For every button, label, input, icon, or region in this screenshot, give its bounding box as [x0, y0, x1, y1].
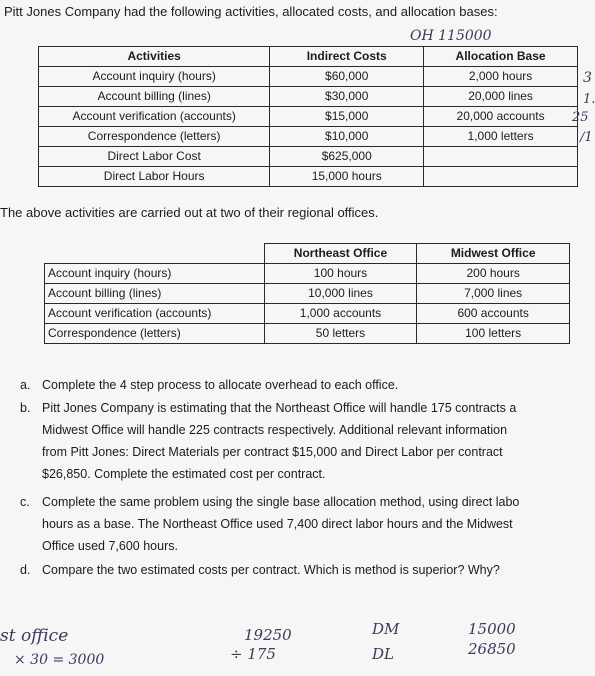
table-row	[45, 324, 570, 344]
question-line: $26,850. Complete the estimated cost per contract.	[42, 467, 326, 481]
handwritten-oh-total: OH 115000	[410, 28, 492, 44]
cell-activity: Direct Labor Hours	[39, 167, 270, 187]
cell-activity: Correspondence (letters)	[45, 324, 265, 344]
question-line: Complete the same problem using the single base allocation method, using direct labo	[42, 495, 520, 509]
cell-activity: Correspondence (letters)	[39, 127, 270, 147]
intro-text: Pitt Jones Company had the following activities, allocated costs, and allocation bases:	[4, 4, 498, 19]
table-row	[39, 87, 578, 107]
table-row	[39, 147, 578, 167]
handwritten-margin-11: /1	[580, 130, 593, 145]
cell-activity: Account inquiry (hours)	[45, 264, 265, 284]
table-row	[45, 264, 570, 284]
question-line: Compare the two estimated costs per contract. Which is method is superior? Why?	[42, 563, 500, 577]
question-line: from Pitt Jones: Direct Materials per contract $15,000 and Direct Labor per contract	[42, 445, 503, 459]
cell-cost: $10,000	[270, 127, 424, 147]
cell-base	[424, 167, 578, 187]
header-indirect-costs: Indirect Costs	[270, 47, 424, 67]
cell-activity: Account verification (accounts)	[39, 107, 270, 127]
header-blank	[45, 244, 265, 264]
handwritten-dm: DM	[372, 620, 400, 638]
handwritten-margin-3: 3	[583, 70, 592, 86]
cell-cost: 15,000 hours	[270, 167, 424, 187]
activities-table	[38, 46, 578, 187]
question-line: Office used 7,600 hours.	[42, 539, 178, 553]
handwritten-office: st office	[0, 626, 69, 646]
handwritten-div-175: ÷ 175	[230, 645, 276, 663]
cell-base: 1,000 letters	[424, 127, 578, 147]
question-label: a.	[20, 378, 31, 392]
question-line: hours as a base. The Northeast Office used 7,400 direct labor hours and the Midwest	[42, 517, 513, 531]
header-midwest: Midwest Office	[417, 244, 570, 264]
question-label: c.	[20, 495, 30, 509]
question-label: b.	[20, 401, 31, 415]
cell-activity: Account billing (lines)	[45, 284, 265, 304]
cell-base: 2,000 hours	[424, 67, 578, 87]
table-row	[39, 127, 578, 147]
cell-cost: $60,000	[270, 67, 424, 87]
cell-activity: Account inquiry (hours)	[39, 67, 270, 87]
table-header-row	[45, 244, 570, 264]
offices-table	[44, 243, 570, 344]
cell-activity: Account verification (accounts)	[45, 304, 265, 324]
handwritten-calc-3000: × 30 = 3000	[14, 652, 105, 668]
cell-base: 20,000 accounts	[424, 107, 578, 127]
header-allocation-base: Allocation Base	[424, 47, 578, 67]
cell-northeast: 50 letters	[264, 324, 417, 344]
handwritten-margin-25: 25	[572, 110, 589, 125]
table-row	[45, 304, 570, 324]
header-northeast: Northeast Office	[264, 244, 417, 264]
cell-cost: $15,000	[270, 107, 424, 127]
question-b	[20, 401, 594, 491]
handwritten-dl: DL	[372, 645, 394, 663]
question-line: Complete the 4 step process to allocate overhead to each office.	[42, 378, 399, 392]
handwritten-margin-1: 1.	[583, 92, 595, 107]
question-line: Pitt Jones Company is estimating that the Northeast Office will handle 175 contracts a	[42, 401, 517, 415]
question-c	[20, 495, 594, 565]
question-line: Midwest Office will handle 225 contracts respectively. Additional relevant information	[42, 423, 508, 437]
cell-midwest: 7,000 lines	[417, 284, 570, 304]
table-row	[45, 284, 570, 304]
cell-base	[424, 147, 578, 167]
cell-activity: Direct Labor Cost	[39, 147, 270, 167]
handwritten-26850: 26850	[468, 640, 516, 658]
offices-intro-text: The above activities are carried out at two of their regional offices.	[0, 205, 379, 220]
table-row	[39, 107, 578, 127]
handwritten-15000: 15000	[468, 620, 516, 638]
cell-northeast: 10,000 lines	[264, 284, 417, 304]
table-row	[39, 167, 578, 187]
cell-midwest: 100 letters	[417, 324, 570, 344]
cell-northeast: 100 hours	[264, 264, 417, 284]
cell-midwest: 600 accounts	[417, 304, 570, 324]
header-activities: Activities	[39, 47, 270, 67]
question-d	[20, 563, 594, 583]
cell-base: 20,000 lines	[424, 87, 578, 107]
question-label: d.	[20, 563, 31, 577]
table-header-row	[39, 47, 578, 67]
cell-cost: $625,000	[270, 147, 424, 167]
handwritten-19250: 19250	[244, 626, 292, 644]
question-a	[20, 378, 594, 398]
cell-northeast: 1,000 accounts	[264, 304, 417, 324]
cell-activity: Account billing (lines)	[39, 87, 270, 107]
cell-midwest: 200 hours	[417, 264, 570, 284]
table-row	[39, 67, 578, 87]
cell-cost: $30,000	[270, 87, 424, 107]
